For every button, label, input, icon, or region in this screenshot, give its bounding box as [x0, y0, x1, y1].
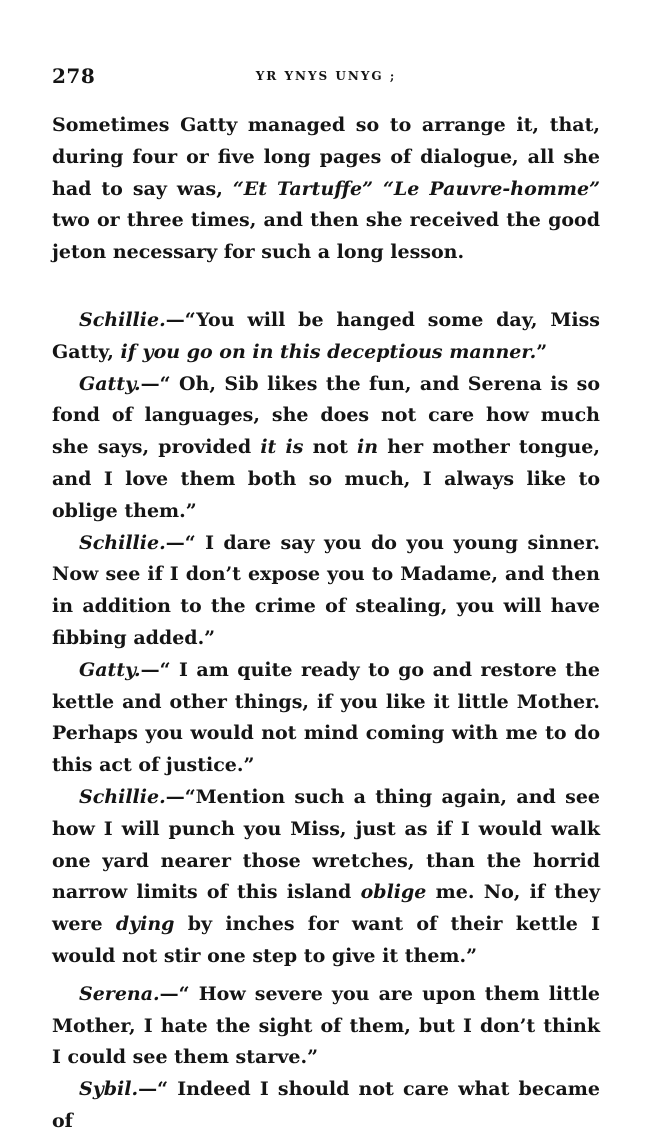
text-run: —“Mention such a thing again, and see how I will punch you Miss, just as if I would walk one yard nearer those wretches, than the horrid narrow limits of this island: [52, 785, 600, 904]
narrative-paragraph: [52, 110, 600, 269]
emphasis-text: dying: [115, 913, 175, 936]
text-run: —“ I dare say you do you young sinner. Now see if I don’t expose you to Madame, and then in addition to the crime of stealing, you will have fibbing added.”: [52, 531, 600, 649]
text-run: —“ I am quite ready to go and restore the kettle and other things, if you like it little Mother. Perhaps you would not mind coming with me to do this act of justice.”: [52, 658, 600, 777]
text-run: —“You will be hanged some day, Miss Gatty,: [52, 308, 600, 363]
text-run: her mother tongue, and I love them both so much, I always like to oblige them.”: [52, 436, 600, 522]
text-run: ”: [536, 340, 548, 363]
speaker-name: Schillie.: [79, 785, 166, 808]
speaker-name: Schillie.: [79, 308, 166, 331]
book-page: [52, 60, 600, 1138]
dialogue-paragraph: [52, 369, 600, 528]
body-text: [52, 110, 600, 1138]
text-run: Sometimes Gatty managed so to arrange it, that, during four or five long pages of dialogue, all she had to say was,: [52, 114, 600, 200]
speaker-name: Schillie.: [79, 531, 166, 554]
emphasis-text: in: [357, 436, 379, 459]
dialogue-paragraph: [52, 655, 600, 782]
running-title: YR YNYS UNYG ;: [255, 69, 397, 83]
text-run: by inches for want of their kettle I would not stir one step to give it them.”: [52, 913, 600, 967]
dialogue-paragraph: [52, 1074, 600, 1138]
text-run: two or three times, and then she received the good jeton necessary for such a long lesson.: [52, 209, 600, 264]
page-number: 278: [52, 64, 96, 88]
text-run: —“ How severe you are upon them little Mother, I hate the sight of them, but I don’t think I could see them starve.”: [52, 982, 600, 1069]
emphasis-text: oblige: [360, 881, 427, 904]
emphasis-text: “Et Tartuffe” “Le Pauvre-homme”: [232, 177, 600, 200]
text-run: —“ Indeed I should not care what became of: [52, 1078, 600, 1132]
speaker-name: Gatty.: [79, 372, 141, 395]
emphasis-text: it is: [260, 436, 304, 459]
dialogue-paragraph: [52, 528, 600, 655]
dialogue-paragraph: [52, 979, 600, 1074]
running-head: [52, 60, 600, 96]
emphasis-text: if you go on in this deceptious manner.: [120, 340, 537, 363]
speaker-name: Gatty.: [79, 658, 141, 681]
text-run: me. No, if they were: [52, 881, 601, 936]
text-run: —“ Oh, Sib likes the fun, and Serena is so fond of languages, she does not care how much she says, provided: [52, 372, 600, 459]
text-run: not: [303, 436, 358, 459]
dialogue-paragraph: [52, 782, 600, 973]
dialogue-paragraph: [52, 305, 600, 369]
speaker-name: Serena.: [79, 982, 160, 1005]
speaker-name: Sybil.: [79, 1078, 139, 1101]
